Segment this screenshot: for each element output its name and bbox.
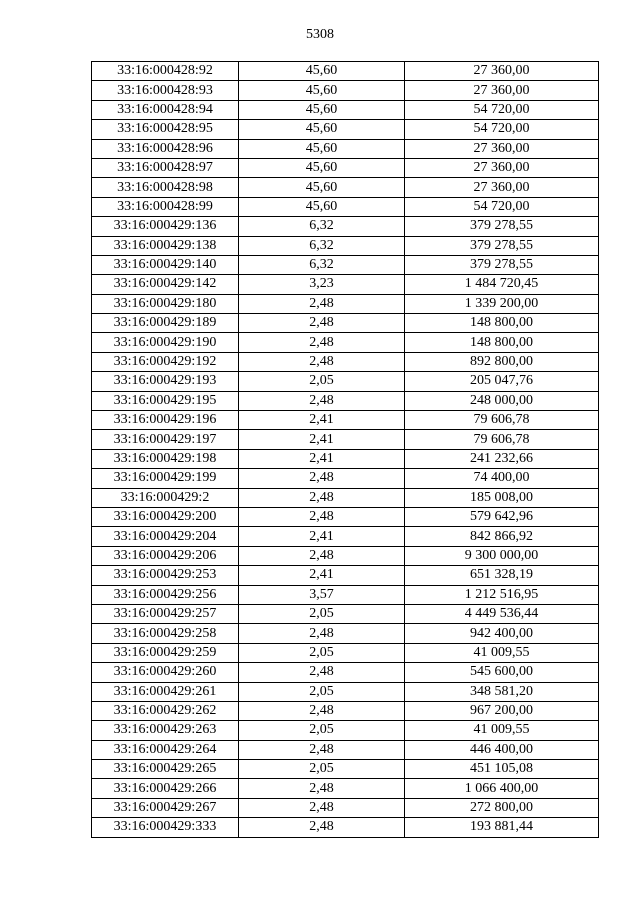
- table-row: [92, 585, 599, 604]
- cadastral-number-cell: 33:16:000429:197: [92, 430, 239, 449]
- rate-cell: 2,05: [239, 643, 405, 662]
- rate-cell: 2,48: [239, 507, 405, 526]
- cadastral-number-cell: 33:16:000429:262: [92, 701, 239, 720]
- rate-cell: 2,41: [239, 411, 405, 430]
- rate-cell: 2,41: [239, 527, 405, 546]
- table-row: [92, 352, 599, 371]
- rate-cell: 2,05: [239, 604, 405, 623]
- table-row: [92, 158, 599, 177]
- cadastral-number-cell: 33:16:000429:265: [92, 760, 239, 779]
- rate-cell: 2,48: [239, 314, 405, 333]
- cadastral-number-cell: 33:16:000428:94: [92, 100, 239, 119]
- table-row: [92, 624, 599, 643]
- cadastral-number-cell: 33:16:000429:192: [92, 352, 239, 371]
- table-row: [92, 566, 599, 585]
- cadastral-number-cell: 33:16:000429:193: [92, 372, 239, 391]
- cost-cell: 4 449 536,44: [405, 604, 599, 623]
- cadastral-number-cell: 33:16:000428:97: [92, 158, 239, 177]
- cadastral-number-cell: 33:16:000429:259: [92, 643, 239, 662]
- cost-cell: 79 606,78: [405, 411, 599, 430]
- cost-cell: 54 720,00: [405, 100, 599, 119]
- cost-cell: 54 720,00: [405, 120, 599, 139]
- rate-cell: 45,60: [239, 81, 405, 100]
- table-row: [92, 430, 599, 449]
- rate-cell: 2,05: [239, 721, 405, 740]
- rate-cell: 2,48: [239, 798, 405, 817]
- rate-cell: 2,41: [239, 449, 405, 468]
- cadastral-number-cell: 33:16:000429:267: [92, 798, 239, 817]
- cadastral-number-cell: 33:16:000428:93: [92, 81, 239, 100]
- cadastral-number-cell: 33:16:000429:180: [92, 294, 239, 313]
- table-row: [92, 255, 599, 274]
- rate-cell: 3,23: [239, 275, 405, 294]
- cost-cell: 27 360,00: [405, 139, 599, 158]
- table-row: [92, 818, 599, 837]
- cost-cell: 79 606,78: [405, 430, 599, 449]
- cost-cell: 651 328,19: [405, 566, 599, 585]
- cost-cell: 942 400,00: [405, 624, 599, 643]
- table-row: [92, 643, 599, 662]
- cost-cell: 9 300 000,00: [405, 546, 599, 565]
- table-body: [92, 62, 599, 838]
- table-row: [92, 469, 599, 488]
- cost-cell: 379 278,55: [405, 255, 599, 274]
- rate-cell: 2,48: [239, 352, 405, 371]
- rate-cell: 2,48: [239, 469, 405, 488]
- rate-cell: 2,48: [239, 333, 405, 352]
- cost-cell: 41 009,55: [405, 643, 599, 662]
- cadastral-number-cell: 33:16:000429:204: [92, 527, 239, 546]
- rate-cell: 6,32: [239, 255, 405, 274]
- cost-cell: 967 200,00: [405, 701, 599, 720]
- cadastral-number-cell: 33:16:000429:136: [92, 217, 239, 236]
- rate-cell: 2,48: [239, 546, 405, 565]
- cost-cell: 148 800,00: [405, 333, 599, 352]
- cadastral-number-cell: 33:16:000429:200: [92, 507, 239, 526]
- rate-cell: 45,60: [239, 197, 405, 216]
- rate-cell: 2,48: [239, 294, 405, 313]
- cost-cell: 27 360,00: [405, 81, 599, 100]
- rate-cell: 2,48: [239, 663, 405, 682]
- rate-cell: 2,48: [239, 391, 405, 410]
- rate-cell: 6,32: [239, 217, 405, 236]
- table-row: [92, 120, 599, 139]
- rate-cell: 2,41: [239, 430, 405, 449]
- cost-cell: 74 400,00: [405, 469, 599, 488]
- cost-cell: 193 881,44: [405, 818, 599, 837]
- cost-cell: 272 800,00: [405, 798, 599, 817]
- table-row: [92, 411, 599, 430]
- cost-cell: 579 642,96: [405, 507, 599, 526]
- table-row: [92, 139, 599, 158]
- rate-cell: 2,05: [239, 682, 405, 701]
- cadastral-number-cell: 33:16:000429:261: [92, 682, 239, 701]
- table-row: [92, 779, 599, 798]
- rate-cell: 2,48: [239, 701, 405, 720]
- cadastral-number-cell: 33:16:000429:190: [92, 333, 239, 352]
- rate-cell: 3,57: [239, 585, 405, 604]
- table-row: [92, 62, 599, 81]
- cost-cell: 54 720,00: [405, 197, 599, 216]
- rate-cell: 2,48: [239, 488, 405, 507]
- table-row: [92, 798, 599, 817]
- table-row: [92, 178, 599, 197]
- cadastral-number-cell: 33:16:000428:96: [92, 139, 239, 158]
- table-row: [92, 391, 599, 410]
- table-row: [92, 197, 599, 216]
- cadastral-number-cell: 33:16:000429:140: [92, 255, 239, 274]
- cadastral-number-cell: 33:16:000429:189: [92, 314, 239, 333]
- cadastral-number-cell: 33:16:000429:256: [92, 585, 239, 604]
- cost-cell: 241 232,66: [405, 449, 599, 468]
- table-row: [92, 236, 599, 255]
- cost-cell: 1 339 200,00: [405, 294, 599, 313]
- table-row: [92, 449, 599, 468]
- table-row: [92, 760, 599, 779]
- cost-cell: 27 360,00: [405, 62, 599, 81]
- table-row: [92, 721, 599, 740]
- rate-cell: 2,48: [239, 624, 405, 643]
- table-row: [92, 546, 599, 565]
- cost-cell: 27 360,00: [405, 158, 599, 177]
- cadastral-number-cell: 33:16:000428:95: [92, 120, 239, 139]
- cadastral-number-cell: 33:16:000429:266: [92, 779, 239, 798]
- table-row: [92, 527, 599, 546]
- table-row: [92, 81, 599, 100]
- cost-cell: 842 866,92: [405, 527, 599, 546]
- table-row: [92, 333, 599, 352]
- rate-cell: 2,05: [239, 760, 405, 779]
- cadastral-number-cell: 33:16:000429:333: [92, 818, 239, 837]
- table-row: [92, 740, 599, 759]
- rate-cell: 45,60: [239, 139, 405, 158]
- cost-cell: 41 009,55: [405, 721, 599, 740]
- cost-cell: 148 800,00: [405, 314, 599, 333]
- table-row: [92, 682, 599, 701]
- cadastral-number-cell: 33:16:000429:142: [92, 275, 239, 294]
- cost-cell: 379 278,55: [405, 217, 599, 236]
- cadastral-number-cell: 33:16:000429:195: [92, 391, 239, 410]
- cadastral-number-cell: 33:16:000429:206: [92, 546, 239, 565]
- cadastral-number-cell: 33:16:000428:98: [92, 178, 239, 197]
- cost-cell: 379 278,55: [405, 236, 599, 255]
- cadastral-number-cell: 33:16:000428:92: [92, 62, 239, 81]
- rate-cell: 45,60: [239, 120, 405, 139]
- cost-cell: 27 360,00: [405, 178, 599, 197]
- table-row: [92, 275, 599, 294]
- cost-cell: 185 008,00: [405, 488, 599, 507]
- table-row: [92, 663, 599, 682]
- cadastral-number-cell: 33:16:000429:138: [92, 236, 239, 255]
- rate-cell: 45,60: [239, 62, 405, 81]
- table-row: [92, 701, 599, 720]
- cadastral-number-cell: 33:16:000429:199: [92, 469, 239, 488]
- table-row: [92, 314, 599, 333]
- table-row: [92, 294, 599, 313]
- page-number: 5308: [306, 27, 334, 42]
- cadastral-number-cell: 33:16:000428:99: [92, 197, 239, 216]
- cost-cell: 248 000,00: [405, 391, 599, 410]
- rate-cell: 2,41: [239, 566, 405, 585]
- cadastral-number-cell: 33:16:000429:260: [92, 663, 239, 682]
- cost-cell: 1 484 720,45: [405, 275, 599, 294]
- cadastral-number-cell: 33:16:000429:196: [92, 411, 239, 430]
- cadastral-table: [91, 61, 599, 838]
- rate-cell: 2,48: [239, 818, 405, 837]
- rate-cell: 2,48: [239, 740, 405, 759]
- cost-cell: 348 581,20: [405, 682, 599, 701]
- cadastral-number-cell: 33:16:000429:2: [92, 488, 239, 507]
- cadastral-number-cell: 33:16:000429:257: [92, 604, 239, 623]
- cadastral-number-cell: 33:16:000429:198: [92, 449, 239, 468]
- cadastral-number-cell: 33:16:000429:264: [92, 740, 239, 759]
- rate-cell: 6,32: [239, 236, 405, 255]
- cost-cell: 545 600,00: [405, 663, 599, 682]
- cost-cell: 205 047,76: [405, 372, 599, 391]
- rate-cell: 45,60: [239, 158, 405, 177]
- table-row: [92, 217, 599, 236]
- cadastral-number-cell: 33:16:000429:258: [92, 624, 239, 643]
- rate-cell: 2,48: [239, 779, 405, 798]
- cost-cell: 446 400,00: [405, 740, 599, 759]
- table-row: [92, 488, 599, 507]
- cost-cell: 1 066 400,00: [405, 779, 599, 798]
- table-row: [92, 372, 599, 391]
- cost-cell: 1 212 516,95: [405, 585, 599, 604]
- cadastral-number-cell: 33:16:000429:253: [92, 566, 239, 585]
- cost-cell: 892 800,00: [405, 352, 599, 371]
- table-row: [92, 604, 599, 623]
- table-row: [92, 100, 599, 119]
- rate-cell: 2,05: [239, 372, 405, 391]
- cadastral-number-cell: 33:16:000429:263: [92, 721, 239, 740]
- rate-cell: 45,60: [239, 178, 405, 197]
- table-row: [92, 507, 599, 526]
- cost-cell: 451 105,08: [405, 760, 599, 779]
- rate-cell: 45,60: [239, 100, 405, 119]
